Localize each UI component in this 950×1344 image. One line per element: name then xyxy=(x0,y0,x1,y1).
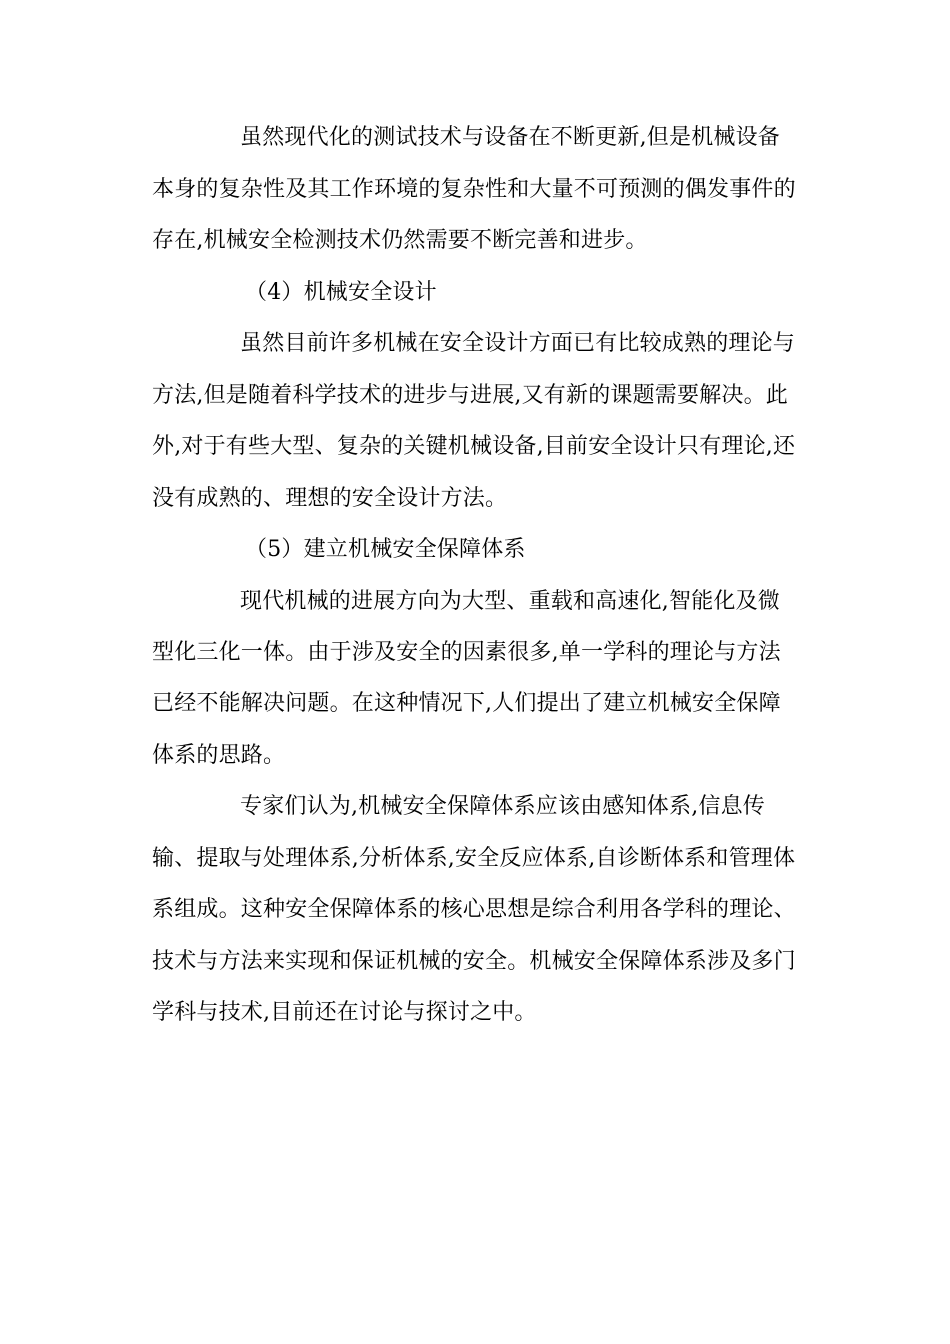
paragraph-line: 技术与方法来实现和保证机械的安全。机械安全保障体系涉及多门 xyxy=(152,949,796,974)
paragraph-line: 体系的思路。 xyxy=(152,743,286,768)
paragraph-line: 存在,机械安全检测技术仍然需要不断完善和进步。 xyxy=(152,228,648,253)
paragraph-line: 专家们认为,机械安全保障体系应该由感知体系,信息传 xyxy=(240,794,765,819)
paragraph-line: 虽然现代化的测试技术与设备在不断更新,但是机械设备 xyxy=(240,125,780,150)
paragraph-line: 虽然目前许多机械在安全设计方面已有比较成熟的理论与 xyxy=(240,331,796,356)
section-heading-4: （4）机械安全设计 xyxy=(245,280,437,305)
paragraph-line: 外,对于有些大型、复杂的关键机械设备,目前安全设计只有理论,还 xyxy=(152,434,796,459)
paragraph-line: 已经不能解决问题。在这种情况下,人们提出了建立机械安全保障 xyxy=(152,691,781,716)
paragraph-line: 方法,但是随着科学技术的进步与进展,又有新的课题需要解决。此 xyxy=(152,383,788,408)
paragraph-line: 本身的复杂性及其工作环境的复杂性和大量不可预测的偶发事件的 xyxy=(152,177,796,202)
paragraph-line: 学科与技术,目前还在讨论与探讨之中。 xyxy=(152,1000,537,1025)
paragraph-line: 型化三化一体。由于涉及安全的因素很多,单一学科的理论与方法 xyxy=(152,640,781,665)
paragraph-line: 没有成熟的、理想的安全设计方法。 xyxy=(152,486,508,511)
section-heading-5: （5）建立机械安全保障体系 xyxy=(245,537,526,562)
paragraph-line: 系组成。这种安全保障体系的核心思想是综合利用各学科的理论、 xyxy=(152,897,796,922)
paragraph-line: 输、提取与处理体系,分析体系,安全反应体系,自诊断体系和管理体 xyxy=(152,846,796,871)
paragraph-line: 现代机械的进展方向为大型、重载和高速化,智能化及微 xyxy=(240,589,780,614)
